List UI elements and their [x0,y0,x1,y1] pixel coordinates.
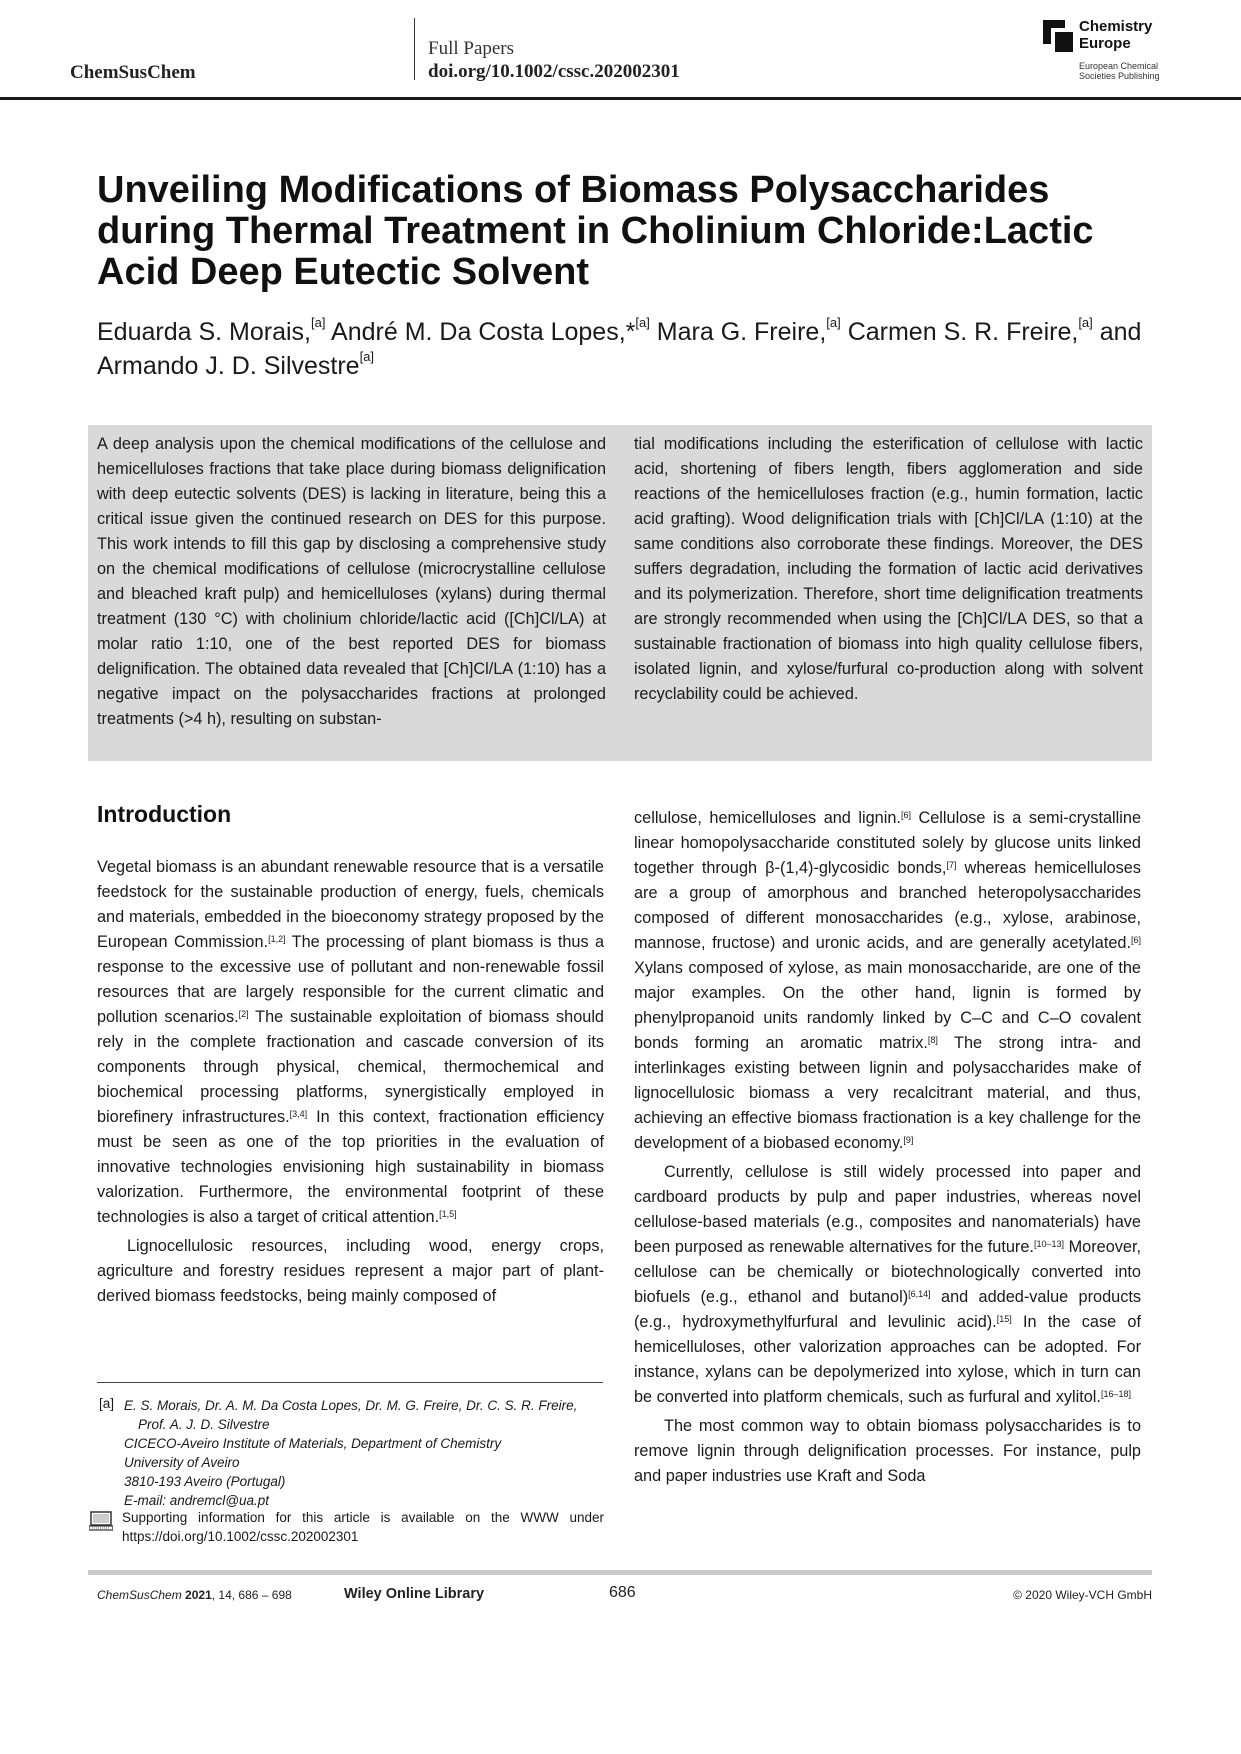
paragraph-text: Cellulose is a semi-crystalline linear homopolysaccharide constituted solely by glucose units linked together through β-(1,4)-glycosidic bonds, [634,809,1142,877]
paragraph-text: Moreover, cellulose can be chemically or biotechnologically converted into biofuels (e.g., ethanol and butanol) [634,1238,1141,1306]
author-separator [650,318,657,346]
body-paragraph [634,1160,1141,1410]
affiliation-footnote [124,1396,604,1510]
article-title: Unveiling Modifications of Biomass Polysaccharides during Thermal Treatment in Cholinium Chloride:Lactic Acid Deep Eutectic Solvent [97,169,1094,293]
paragraph-text: Xylans composed of xylose, as main monosaccharide, are one of the major examples. On the other hand, lignin is formed by phenylpropanoid units randomly linked by C–C and C–O covalent bonds forming an aromatic matrix. [634,959,1141,1052]
author-affiliation-mark: [a] [311,314,326,330]
author-list [97,315,1157,383]
author-name: Armando J. D. Silvestre [97,352,360,380]
publisher-logo-subtitle [1079,61,1160,81]
body-paragraph [634,1414,1141,1489]
logo-name-line2: Europe [1079,35,1131,52]
header-separator [414,18,415,80]
paragraph-text: cellulose, hemicelluloses and lignin. [634,809,901,827]
supporting-info-note: Supporting information for this article is available on the WWW under https://doi.org/10.1002/cssc.202002301 [122,1510,604,1544]
reference-citation[interactable]: [6] [1130,935,1141,945]
body-right-column [634,806,1141,1489]
paragraph-text: whereas hemicelluloses are a group of amorphous and branched heteropolysaccharides composed of different monosaccharides (e.g., xylose, arabinose, mannose, fructose) and uronic acids, and are generally acetylated. [634,859,1141,952]
author-name: Mara G. Freire, [656,318,827,346]
body-paragraph [97,1234,604,1309]
logo-sub-line2: Societies Publishing [1079,71,1160,81]
paragraph-text: The most common way to obtain biomass polysaccharides is to remove lignin through delignification processes. For instance, pulp and paper industries use Kraft and Soda [634,1417,1141,1485]
author-affiliation-mark: [a] [359,348,375,364]
affiliation-line: E-mail: andremcl@ua.pt [124,1493,270,1508]
author-separator [841,318,848,346]
header-rule [0,97,1241,100]
reference-citation[interactable]: [1,5] [439,1209,457,1219]
publisher-logo-name [1079,18,1152,52]
reference-citation[interactable]: [15] [996,1314,1012,1324]
footer-citation [97,1588,292,1602]
journal-name: ChemSusChem [70,62,196,83]
footer-journal: ChemSusChem [97,1588,182,1602]
paragraph-text: The strong intra- and interlinkages existing between lignin and polysaccharides make of lignocellulosic biomass a very recalcitrant material, and thus, achieving an effective biomass fractionation is a key challenge for the development of a biobased economy. [634,1034,1141,1152]
paragraph-text: Vegetal biomass is an abundant renewable resource that is a versatile feedstock for the sustainable production of energy, fuels, chemicals and materials, embedded in the bioeconomy strategy proposed by the European Commission. [97,858,604,951]
author-affiliation-mark: [a] [1078,314,1093,330]
reference-citation[interactable]: [8] [927,1035,938,1045]
body-left-column [97,855,604,1309]
affiliation-line: CICECO-Aveiro Institute of Materials, Department of Chemistry [124,1436,502,1451]
paragraph-text: Lignocellulosic resources, including wood, energy crops, agriculture and forestry residues represent a major part of plant-derived biomass feedstocks, being mainly composed of [97,1237,604,1305]
abstract-right-column: tial modifications including the esterification of cellulose with lactic acid, shortening of fibers length, fibers agglomeration and side reactions of the hemicelluloses fraction (e.g., humin formation, lactic acid grafting). Wood delignification trials with [Ch]Cl/LA (1:10) at the same conditions also corroborate these findings. Moreover, the DES suffers degradation, including the formation of lactic acid derivatives and its polymerization. Therefore, short time delignification treatments are strongly recommended when using the [Ch]Cl/LA DES, so that a sustainable fractionation of biomass into high quality cellulose fibers, isolated lignin, and xylose/furfural co-production along with solvent recyclability could be achieved. [634,435,1143,703]
logo-name-line1: Chemistry [1079,18,1153,35]
chemistry-europe-logo-icon[interactable] [1043,20,1073,52]
footnote-rule [97,1382,603,1383]
author-name: Carmen S. R. Freire, [847,318,1079,346]
wiley-online-library-link[interactable]: Wiley Online Library [344,1586,485,1602]
paragraph-text: In the case of hemicelluloses, other valorization approaches can be adopted. For instance, xylans can be depolymerized into xylose, which in turn can be converted into platform chemicals, such as furfural and xylitol. [634,1313,1141,1406]
author-separator: and [1092,318,1142,346]
author-affiliation-mark: [a] [826,314,841,330]
paragraph-text: Currently, cellulose is still widely processed into paper and cardboard products by pulp and paper industries, whereas novel cellulose-based materials (e.g., composites and nanomaterials) have been purposed as renewable alternatives for the future. [634,1163,1141,1256]
affiliation-line: University of Aveiro [124,1455,240,1470]
author-name: André M. Da Costa Lopes,* [331,318,636,346]
reference-citation[interactable]: [16–18] [1100,1389,1131,1399]
article-type: Full Papers [428,38,515,59]
footer-copyright: © 2020 Wiley-VCH GmbH [1013,1588,1152,1602]
affiliation-line: Prof. A. J. D. Silvestre [138,1417,270,1432]
reference-citation[interactable]: [7] [946,860,957,870]
doi-link[interactable]: doi.org/10.1002/cssc.202002301 [428,61,680,82]
paragraph-text: The sustainable exploitation of biomass should rely in the complete fractionation and cascade conversion of its components through physical, chemical, thermochemical and biochemical processing platforms, synergistically employed in biorefinery infrastructures. [97,1008,604,1126]
footnote-marker: [a] [99,1396,115,1411]
computer-icon [89,1511,113,1531]
body-paragraph [634,806,1141,1156]
footer-year: 2021 [185,1588,212,1602]
footer-rule [88,1570,1152,1575]
page-number: 686 [609,1584,636,1601]
affiliation-line: 3810-193 Aveiro (Portugal) [124,1474,286,1489]
reference-citation[interactable]: [6] [900,810,911,820]
reference-citation[interactable]: [9] [903,1135,914,1145]
reference-citation[interactable]: [10–13] [1033,1239,1064,1249]
author-name: Eduarda S. Morais, [97,318,311,346]
reference-citation[interactable]: [3,4] [289,1109,308,1119]
body-paragraph [97,855,604,1230]
reference-citation[interactable]: [1,2] [268,934,286,944]
paragraph-text: and added-value products (e.g., hydroxymethylfurfural and levulinic acid). [634,1288,1141,1331]
section-heading-introduction: Introduction [97,801,232,827]
logo-sub-line1: European Chemical [1079,61,1159,71]
paragraph-text: In this context, fractionation efficiency must be seen as one of the top priorities in the evaluation of innovative technologies envisioning high sustainability in biomass valorization. Furthermore, the environmental footprint of these technologies is also a target of critical attention. [97,1108,604,1226]
reference-citation[interactable]: [6,14] [908,1289,931,1299]
author-affiliation-mark: [a] [635,314,650,330]
paragraph-text: The processing of plant biomass is thus a response to the excessive use of pollutant and non-renewable fossil resources that are largely responsible for the current climatic and pollution scenarios. [97,933,604,1026]
reference-citation[interactable]: [2] [238,1009,249,1019]
footer-volume-pages: , 14, 686 – 698 [211,1588,292,1602]
abstract-left-column: A deep analysis upon the chemical modifications of the cellulose and hemicelluloses fractions that take place during biomass delignification with deep eutectic solvents (DES) is lacking in literature, being this a critical issue given the continued research on DES for this purpose. This work intends to fill this gap by disclosing a comprehensive study on the chemical modifications of cellulose (microcrystalline cellulose and bleached kraft pulp) and hemicelluloses (xylans) during thermal treatment (130 °C) with cholinium chloride/lactic acid ([Ch]Cl/LA) at molar ratio 1:10, one of the best reported DES for biomass delignification. The obtained data revealed that [Ch]Cl/LA (1:10) has a negative impact on the polysaccharides fractions at prolonged treatments (>4 h), resulting on substan- [97,435,606,728]
affiliation-line: E. S. Morais, Dr. A. M. Da Costa Lopes, Dr. M. G. Freire, Dr. C. S. R. Freire, [124,1398,578,1413]
